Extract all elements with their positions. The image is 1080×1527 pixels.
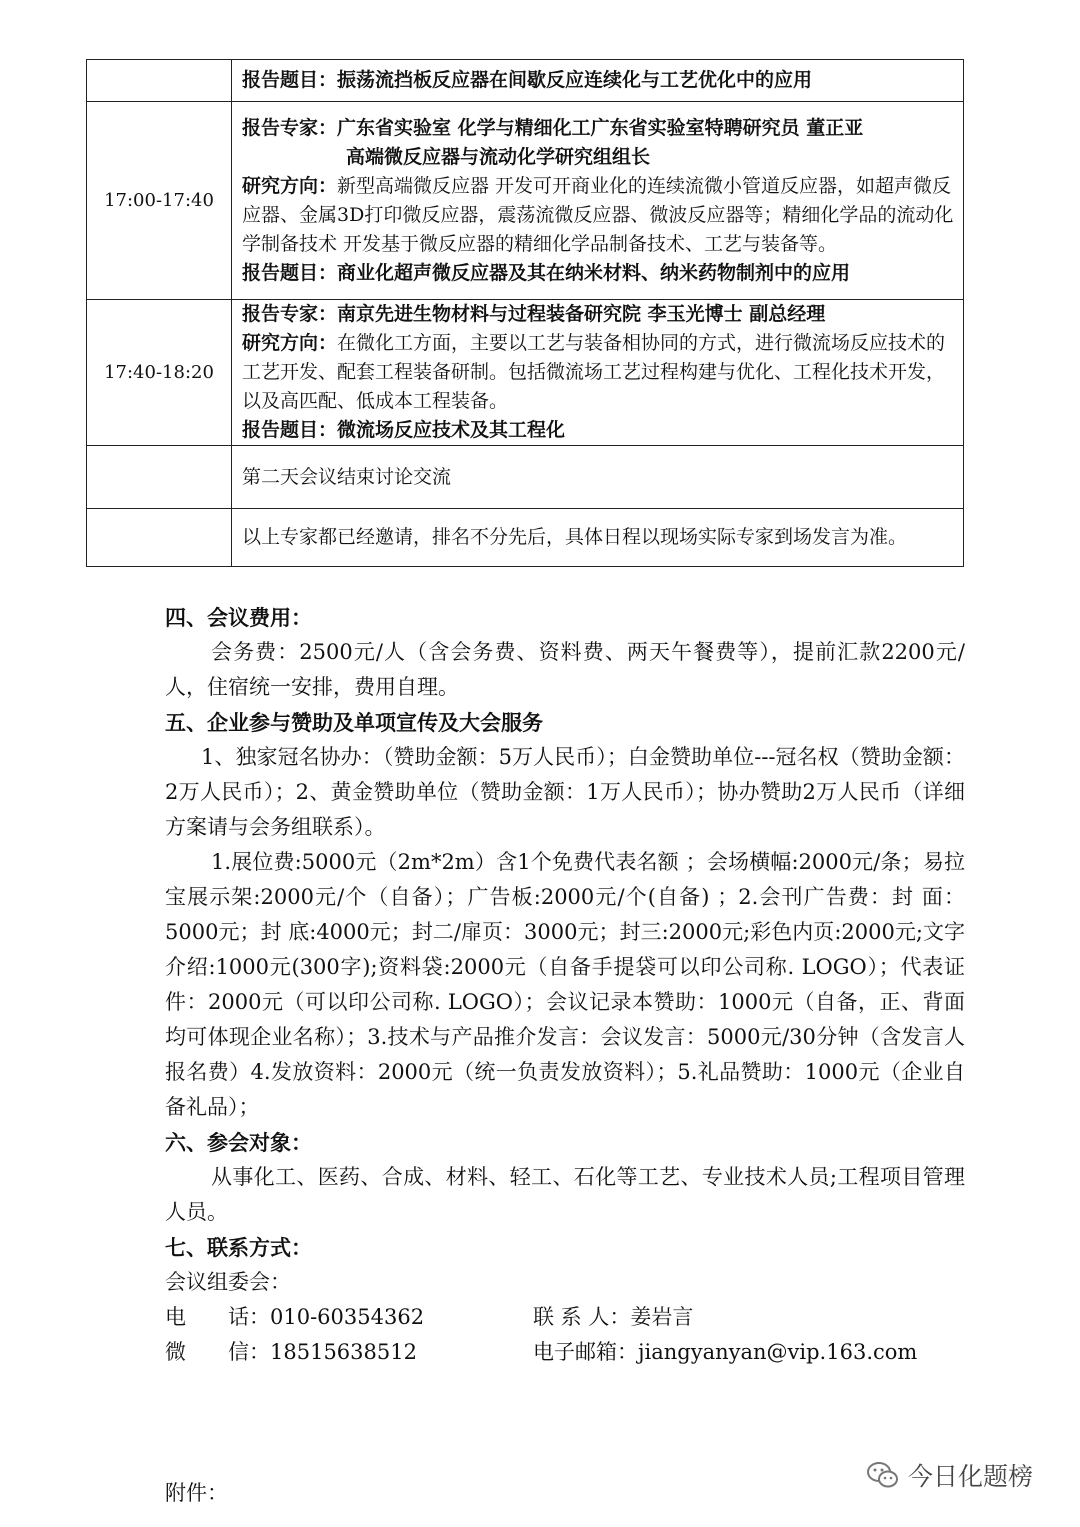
schedule-line-text: 商业化超声微反应器及其在纳米材料、纳米药物制剂中的应用: [337, 261, 851, 284]
watermark-text: 今日化题榜: [908, 1462, 1034, 1491]
schedule-table: [86, 59, 964, 567]
committee-label: 会议组委会：: [165, 1270, 291, 1294]
schedule-row: [87, 509, 964, 567]
contact-person-value: 姜岩言: [630, 1305, 694, 1329]
sponsor-text-2: 1.展位费:5000元（2m*2m）含1个免费代表名额 ；会场横幅:2000元/条；易拉宝展示架:2000元/个（自备）；广告板:2000元/个(自备) ；2.会刊广告费：封 面：5000元；封 底:4000元；封二/扉页：3000元；封三:2000元;彩色内页:2000元;文字介绍:1000元(300字);资料袋:2000元（自备手提袋可以印公司称. LOGO）；代表证件：2000元（可以印公司称. LOGO）；会议记录本赞助：1000元（自备，正、背面均可体现企业名称）；3.技术与产品推介发言：会议发言：5000元/30分钟（含发言人报名费）4.发放资料：2000元（统一负责发放资料）；5.礼品赞助：1000元（企业自备礼品）；: [165, 850, 965, 1119]
wechat-label: 微 信：: [165, 1340, 270, 1364]
wechat-value: 18515638512: [270, 1340, 417, 1364]
schedule-time: 17:40-18:20: [87, 300, 232, 446]
schedule-line-label: 报告题目：: [242, 69, 338, 91]
document-body: [165, 600, 965, 1370]
schedule-line: [242, 300, 957, 329]
schedule-line-text: 第二天会议结束讨论交流: [242, 465, 452, 488]
audience-heading: 六、参会对象：: [165, 1130, 312, 1155]
sponsor-text-1: 1、独家冠名协办：（赞助金额：5万人民币）；白金赞助单位---冠名权（赞助金额：2万人民币）；2、黄金赞助单位（赞助金额：1万人民币）；协办赞助2万人民币（详细方案请与会务组联系）。: [165, 745, 965, 839]
schedule-line: [242, 416, 957, 445]
schedule-line-text: 新型高端微反应器 开发可开商业化的连续流微小管道反应器，如超声微反应器、金属3D打印微反应器，震荡流微反应器、微波反应器等；精细化学品的流动化学制备技术 开发基于微反应器的精细化学品制备技术、工艺与装备等。: [242, 174, 954, 255]
schedule-content: [232, 446, 964, 509]
phone-value: 010-60354362: [270, 1305, 425, 1329]
fee-heading: 四、会议费用：: [165, 605, 312, 630]
sponsor-heading: 五、企业参与赞助及单项宣传及大会服务: [165, 710, 543, 735]
contact-heading: 七、联系方式：: [165, 1235, 312, 1260]
schedule-time: [87, 60, 232, 102]
schedule-line: [242, 114, 957, 143]
fee-text: 会务费：2500元/人（含会务费、资料费、两天午餐费等），提前汇款2200元/人，住宿统一安排，费用自理。: [165, 640, 965, 699]
schedule-line: [242, 66, 957, 95]
schedule-row: [87, 102, 964, 300]
email-value: jiangyanyan@vip.163.com: [638, 1340, 918, 1364]
schedule-row: [87, 446, 964, 509]
schedule-line-label: 研究方向：: [242, 174, 338, 197]
schedule-row: [87, 60, 964, 102]
schedule-content: [232, 509, 964, 567]
schedule-line-label: 报告专家：: [242, 303, 338, 325]
schedule-line-label: 研究方向：: [242, 332, 338, 354]
email-label: 电子邮箱：: [533, 1340, 638, 1364]
contact-row-2: [165, 1335, 965, 1370]
schedule-content: [232, 60, 964, 102]
schedule-time: 17:00-17:40: [87, 102, 232, 300]
schedule-line-text: 高端微反应器与流动化学研究组组长: [346, 145, 651, 168]
schedule-row: [87, 300, 964, 446]
schedule-line: [242, 523, 957, 552]
schedule-line-label: 报告题目：: [242, 261, 338, 284]
wechat-icon: [866, 1460, 900, 1490]
schedule-line-text: 广东省实验室 化学与精细化工广东省实验室特聘研究员 董正亚: [337, 116, 864, 139]
schedule-line-text: 振荡流挡板反应器在间歇反应连续化与工艺优化中的应用: [337, 69, 813, 91]
audience-text: 从事化工、医药、合成、材料、轻工、石化等工艺、专业技术人员;工程项目管理人员。: [165, 1165, 965, 1224]
contact-row-1: [165, 1300, 965, 1335]
schedule-line: [242, 329, 957, 416]
schedule-content: [232, 300, 964, 446]
schedule-line: [242, 172, 957, 259]
schedule-time: [87, 509, 232, 567]
attachment-label: 附件：: [165, 1481, 228, 1505]
contact-person-label: 联 系 人：: [533, 1305, 631, 1329]
schedule-line-text: 以上专家都已经邀请，排名不分先后，具体日程以现场实际专家到场发言为准。: [242, 526, 908, 548]
schedule-content: [232, 102, 964, 300]
schedule-line-label: 报告专家：: [242, 116, 338, 139]
schedule-line: [242, 143, 957, 172]
schedule-line-text: 在微化工方面，主要以工艺与装备相协同的方式，进行微流场反应技术的工艺开发、配套工程装备研制。包括微流场工艺过程构建与优化、工程化技术开发，以及高匹配、低成本工程装备。: [242, 332, 946, 412]
schedule-line: [242, 259, 957, 288]
schedule-line-text: 南京先进生物材料与过程装备研究院 李玉光博士 副总经理: [337, 303, 826, 325]
phone-label: 电 话：: [165, 1305, 270, 1329]
schedule-line-label: 报告题目：: [242, 419, 338, 441]
schedule-line: [242, 463, 957, 492]
schedule-time: [87, 446, 232, 509]
watermark: [866, 1457, 1033, 1493]
schedule-line-text: 微流场反应技术及其工程化: [337, 419, 566, 441]
